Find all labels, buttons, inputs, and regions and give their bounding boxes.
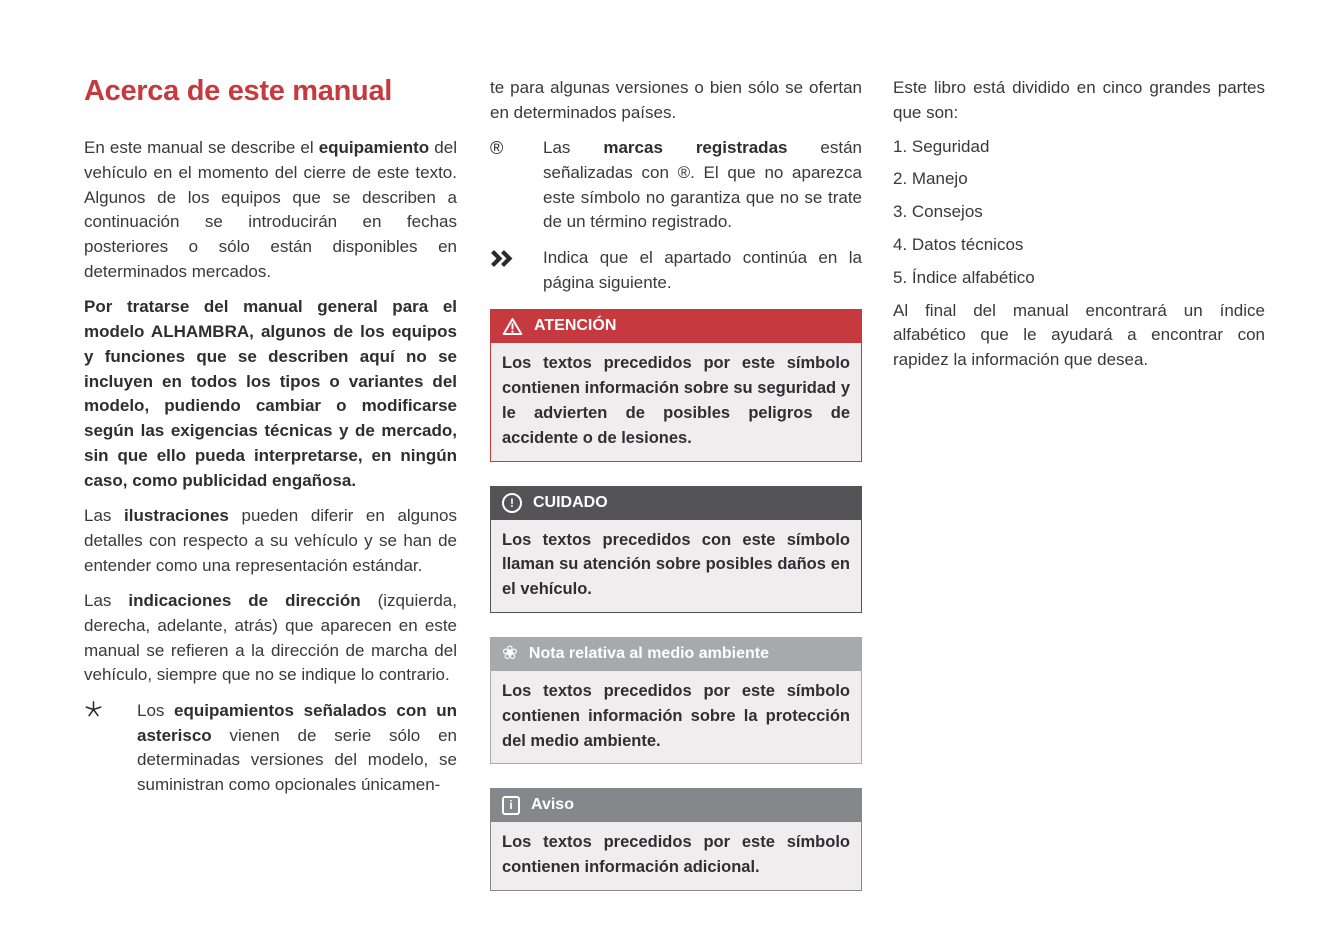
eco-note-box-title: Nota relativa al medio ambiente	[528, 644, 769, 662]
page-title: Acerca de este manual	[84, 75, 393, 107]
notice-box-body: Los textos precedidos por este símbolo contienen información adicional.	[491, 822, 861, 890]
flower-icon: ❀	[502, 643, 518, 665]
registered-trademark-item	[490, 136, 862, 235]
registered-trademark-symbol: ®	[490, 138, 504, 159]
column-right	[893, 76, 1265, 373]
info-icon: i	[502, 796, 520, 815]
paragraph-equipamiento: En este manual se describe el equipamiento del vehículo en el momento del cierre de este texto. Algunos de los equipos que se describen a continuación se introducirán en fechas posteriores o sólo están disponibles en determinados mercados.	[84, 138, 457, 281]
column-left	[84, 76, 457, 808]
book-parts-list	[893, 135, 1265, 291]
book-part-indice-alfabetico: 5. Índice alfabético	[893, 267, 1035, 287]
caution-box-body: Los textos precedidos con este símbolo llaman su atención sobre posibles daños en el vehículo.	[491, 520, 861, 612]
attention-box	[490, 309, 862, 461]
eco-note-box	[490, 637, 862, 764]
caution-box-title: CUIDADO	[533, 493, 608, 511]
registered-trademark-text: Las marcas registradas están señalizadas con ®. El que no aparezca este símbolo no garantiza que no se trate de un término registrado.	[543, 138, 862, 232]
asterisk-item-continuation: te para algunas versiones o bien sólo se ofertan en determinados países.	[490, 78, 862, 122]
column-middle	[490, 76, 862, 891]
asterisk-item-text: Los equipamientos señalados con un asterisco vienen de serie sólo en determinadas versiones del modelo, se suministran como opcionales únicamen-	[137, 700, 457, 795]
notice-box-title: Aviso	[531, 796, 574, 814]
double-chevron-icon	[490, 246, 543, 296]
attention-box-title: ATENCIÓN	[534, 317, 617, 335]
book-part-datos-tecnicos: 4. Datos técnicos	[893, 234, 1024, 254]
eco-note-box-header	[491, 638, 861, 671]
paragraph-ilustraciones: Las ilustraciones pueden diferir en algunos detalles con respecto a su vehículo y se han de entender como una representación estándar.	[84, 506, 457, 575]
final-paragraph: Al final del manual encontrará un índice alfabético que le ayudará a encontrar con rapidez la información que desea.	[893, 300, 1265, 370]
caution-box-header	[491, 487, 861, 520]
asterisk-star-icon	[84, 699, 137, 798]
exclamation-circle-icon: !	[502, 493, 522, 513]
paragraph-indicaciones-direccion: Las indicaciones de dirección (izquierda, derecha, adelante, atrás) que aparecen en este manual se refieren a la dirección de marcha del vehículo, siempre que no se indique lo contrario.	[84, 591, 457, 685]
warning-triangle-icon	[502, 317, 523, 336]
caution-box	[490, 486, 862, 613]
attention-box-body: Los textos precedidos por este símbolo contienen información sobre su seguridad y le advierten de posibles peligros de accidente o de lesiones.	[491, 343, 861, 460]
book-parts-intro: Este libro está dividido en cinco grandes partes que son:	[893, 78, 1265, 122]
book-part-consejos: 3. Consejos	[893, 202, 983, 222]
attention-box-header	[491, 310, 861, 343]
book-part-seguridad: 1. Seguridad	[893, 136, 990, 156]
notice-box	[490, 788, 862, 891]
paragraph-modelo-general: Por tratarse del manual general para el modelo ALHAMBRA, algunos de los equipos y funciones que se describen aquí no se incluyen en todos los tipos o variantes del modelo, pudiendo cambiar o modificarse según las exigencias técnicas y de mercado, sin que ello pueda interpretarse, en ningún caso, como publicidad engañosa.	[84, 297, 457, 490]
eco-note-box-body: Los textos precedidos por este símbolo contienen información sobre la protección del medio ambiente.	[491, 671, 861, 763]
book-part-manejo: 2. Manejo	[893, 169, 968, 189]
section-continues-item	[490, 246, 862, 296]
asterisk-item	[84, 699, 457, 798]
section-continues-text: Indica que el apartado continúa en la página siguiente.	[543, 247, 862, 292]
notice-box-header	[491, 789, 861, 822]
